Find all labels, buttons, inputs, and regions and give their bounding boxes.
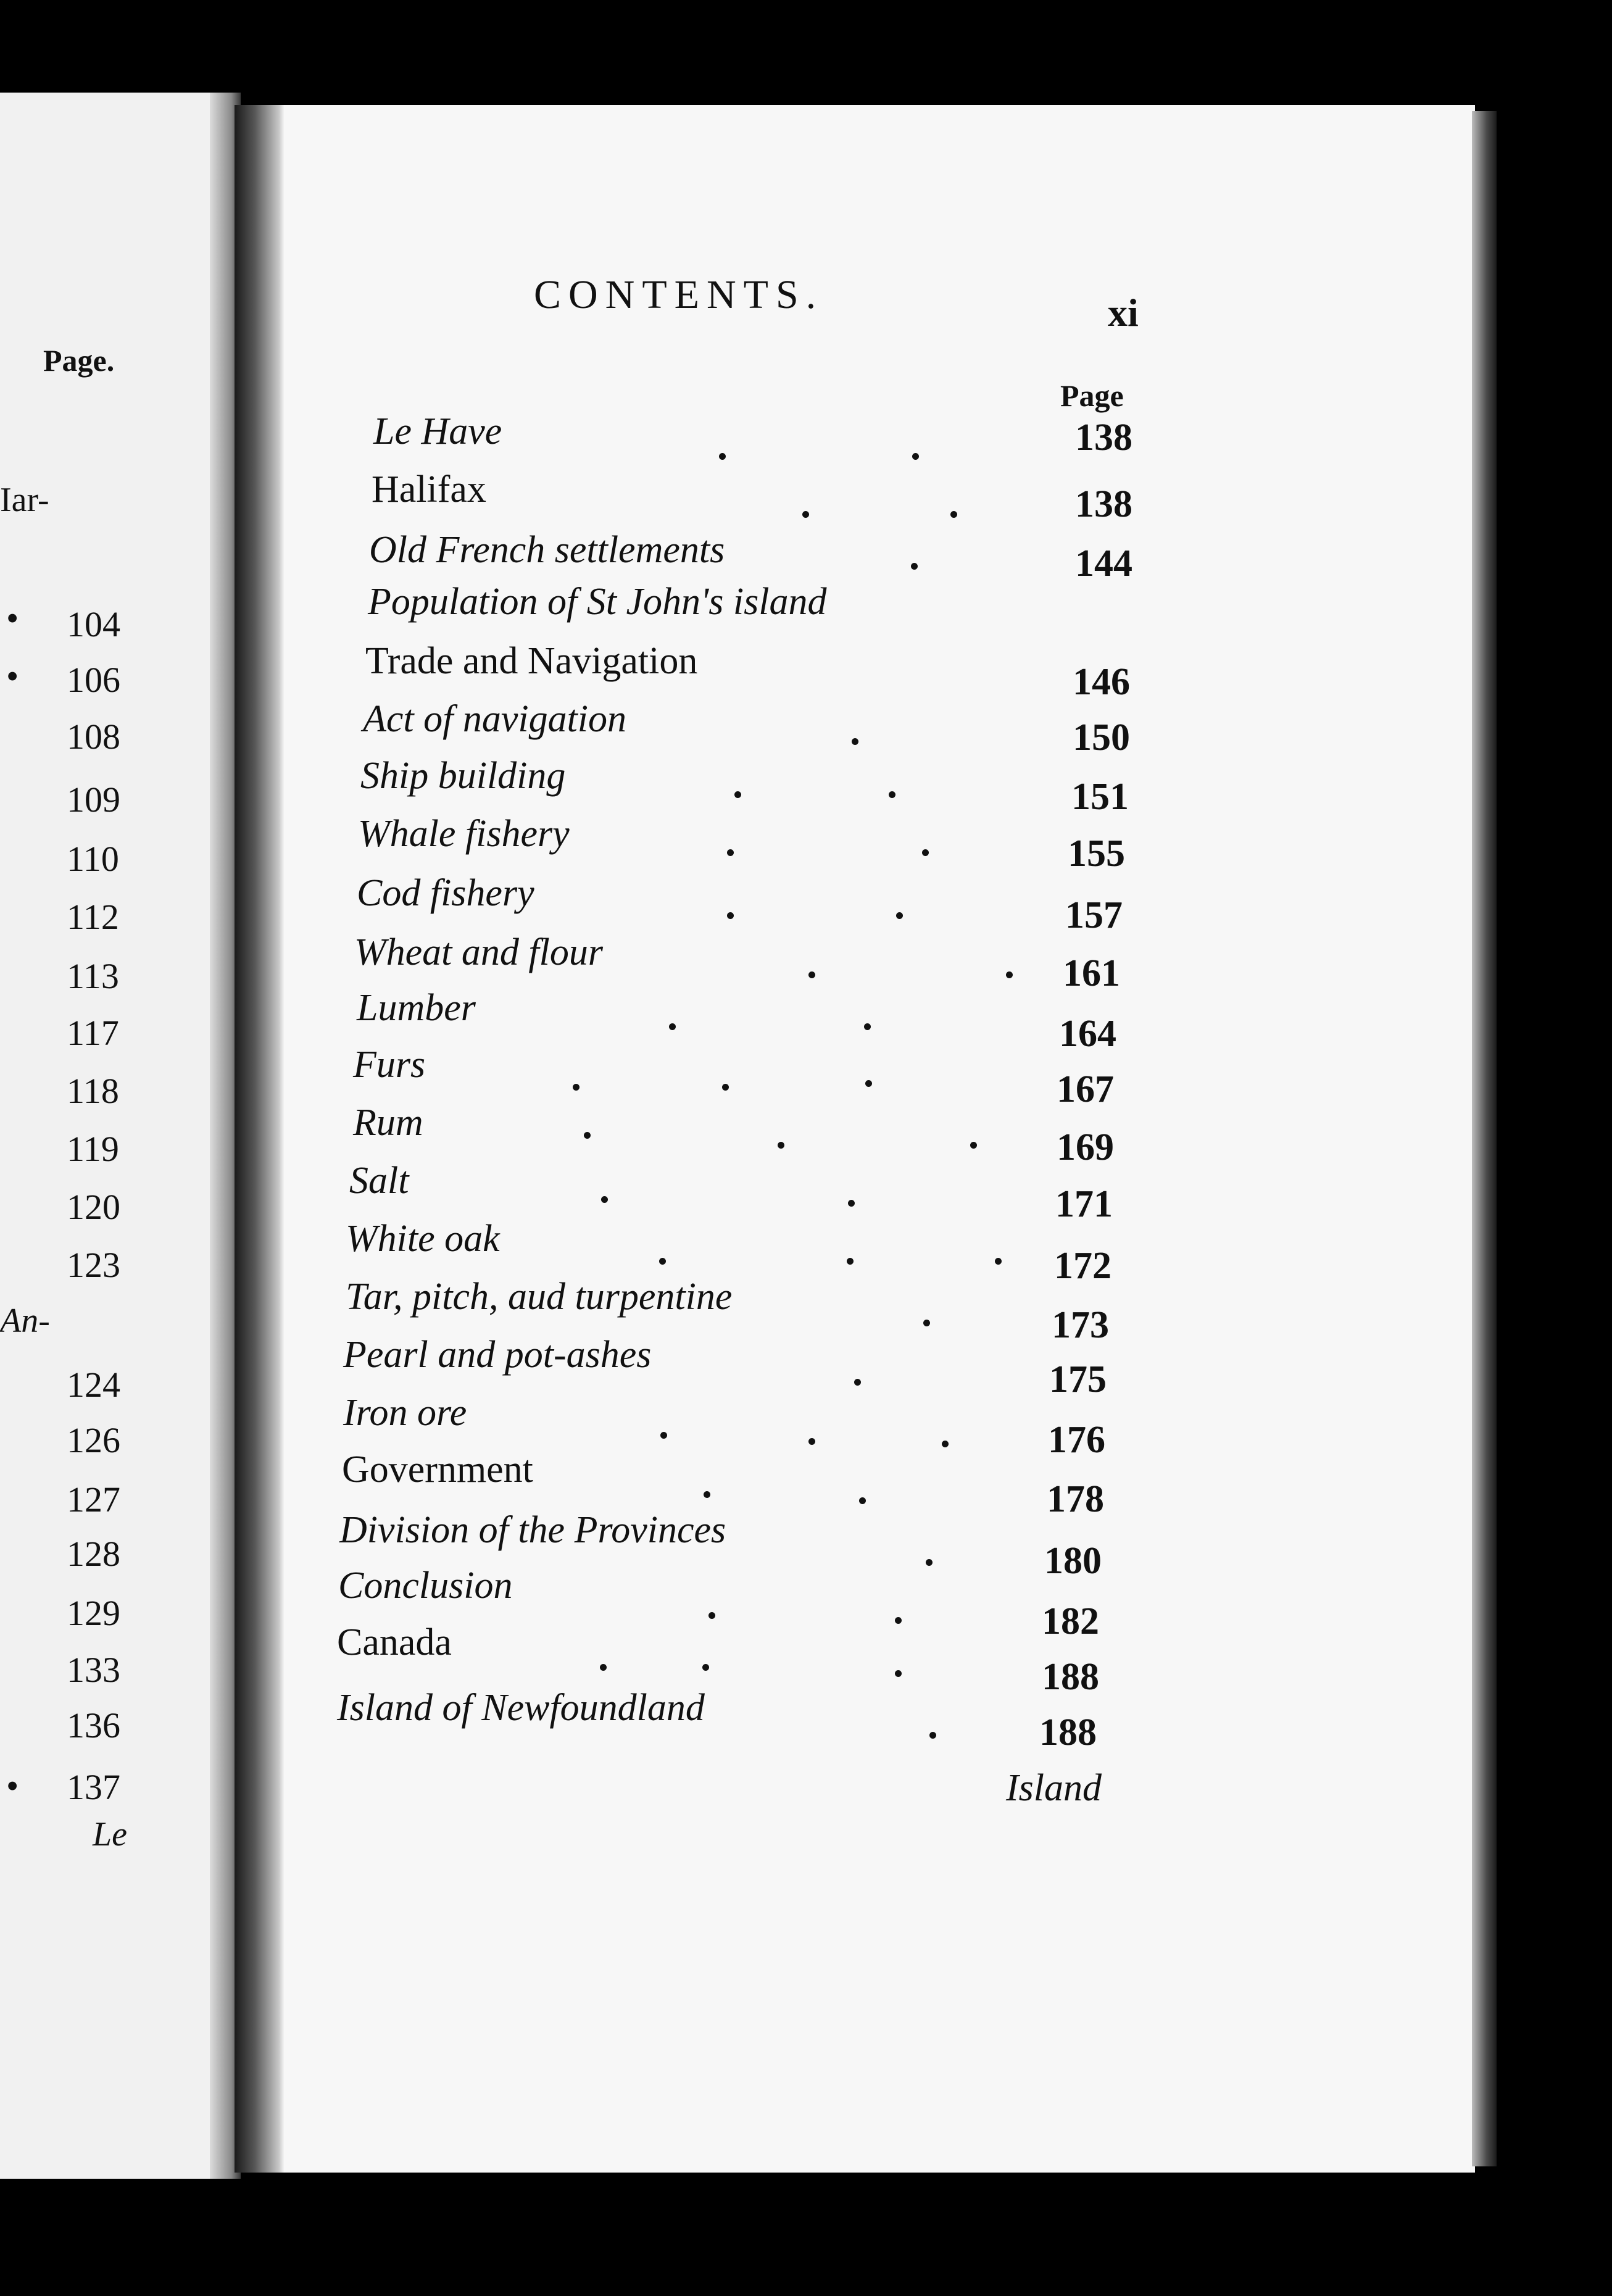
left-page-number: 136	[67, 1705, 120, 1745]
contents-entry	[0, 580, 1612, 636]
left-page-fragment: An-	[0, 1302, 50, 1340]
leader-dot	[727, 912, 734, 919]
leader-dot	[922, 849, 929, 856]
entry-page: 182	[1042, 1600, 1099, 1642]
entry-label: Iron ore	[343, 1392, 467, 1434]
left-page-number: 133	[67, 1650, 120, 1690]
left-page-number: 117	[67, 1013, 119, 1053]
left-page-number: 123	[67, 1245, 120, 1285]
contents-entry	[0, 931, 1612, 994]
left-page-number: 104	[67, 604, 120, 644]
entry-label: White oak	[346, 1218, 500, 1260]
contents-entry	[0, 1043, 1612, 1110]
left-page-number: 127	[67, 1479, 120, 1520]
entry-label: Canada	[337, 1621, 452, 1663]
page-column-header: Page	[1060, 378, 1124, 413]
entry-page: 138	[1075, 417, 1132, 459]
leader-dot	[708, 1612, 715, 1619]
entry-page: 157	[1065, 894, 1123, 936]
leader-dot	[778, 1142, 784, 1149]
entry-page: 164	[1059, 1013, 1116, 1055]
contents-entry	[0, 871, 1612, 936]
leader-dot	[808, 1438, 815, 1445]
left-page-header: Page.	[43, 343, 115, 378]
folio-number: xi	[1108, 291, 1139, 335]
leader-dot	[600, 1664, 607, 1671]
contents-entry	[0, 1101, 1612, 1168]
entry-page: 169	[1057, 1126, 1114, 1168]
entry-page: 178	[1047, 1478, 1104, 1520]
leader-dot	[950, 511, 957, 518]
entry-page: 144	[1075, 543, 1132, 584]
leader-dot	[1006, 971, 1013, 978]
left-page-number: 137	[67, 1767, 120, 1807]
leader-dot	[852, 738, 858, 745]
entry-label: Wheat and flour	[354, 931, 603, 973]
leader-dot	[573, 1084, 580, 1091]
left-page-number: 119	[67, 1129, 119, 1169]
entry-label: Trade and Navigation	[365, 640, 698, 682]
contents-entry	[0, 1333, 1612, 1400]
leader-dot	[719, 453, 726, 460]
entry-page: 161	[1063, 952, 1120, 994]
entry-page: 188	[1039, 1712, 1097, 1753]
leader-dot	[929, 1732, 936, 1739]
contents-entry	[0, 697, 1612, 759]
leader-dot	[659, 1258, 666, 1265]
entry-label: Lumber	[357, 987, 476, 1029]
leader-dot	[601, 1196, 608, 1203]
left-page-number: 118	[67, 1071, 119, 1111]
leader-dot	[942, 1441, 949, 1447]
leader-dot	[896, 912, 903, 919]
leader-dot: •	[6, 656, 19, 696]
leader-dot	[584, 1132, 591, 1139]
leader-dot	[727, 849, 734, 856]
leader-dot	[864, 1023, 871, 1030]
leader-dot	[847, 1258, 854, 1265]
entry-label: Conclusion	[338, 1565, 513, 1607]
entry-label: Population of St John's island	[368, 581, 827, 623]
leader-dot	[722, 1084, 729, 1091]
entry-page: 171	[1055, 1183, 1113, 1225]
leader-dot	[995, 1258, 1002, 1265]
contents-entry	[0, 754, 1612, 818]
contents-entry	[0, 410, 1612, 465]
contents-entry	[0, 1391, 1612, 1461]
entry-page: 188	[1042, 1656, 1099, 1698]
page-title: CONTENTS.	[534, 272, 824, 317]
leader-dot	[702, 1664, 709, 1671]
contents-entry	[0, 1621, 1612, 1698]
leader-dot: •	[6, 1766, 19, 1806]
contents-entry	[0, 1217, 1612, 1287]
entry-label: Tar, pitch, aud turpentine	[346, 1276, 733, 1318]
entry-page: 146	[1073, 661, 1130, 703]
left-page-number: 120	[67, 1187, 120, 1227]
catchword: Island	[1006, 1767, 1102, 1809]
contents-entry	[0, 1448, 1612, 1520]
leader-dot	[660, 1432, 667, 1439]
entry-page: 138	[1075, 483, 1132, 525]
left-page-number: 106	[67, 660, 120, 700]
leader-dot	[970, 1142, 977, 1149]
leader-dot	[923, 1320, 930, 1326]
contents-entry	[0, 1275, 1612, 1346]
entry-label: Whale fishery	[358, 813, 570, 855]
entry-label: Cod fishery	[357, 872, 534, 914]
leader-dot	[889, 791, 895, 798]
leader-dot	[704, 1491, 710, 1498]
contents-entry	[0, 1159, 1612, 1225]
entry-label: Government	[342, 1449, 533, 1491]
left-page-number: 128	[67, 1534, 120, 1574]
contents-entry	[0, 812, 1612, 875]
left-page-number: 113	[67, 956, 119, 996]
leader-dot	[734, 791, 741, 798]
entry-page: 180	[1044, 1540, 1102, 1582]
entry-label: Pearl and pot-ashes	[343, 1334, 652, 1376]
left-page-number: 108	[67, 717, 120, 757]
leader-dot: •	[6, 598, 19, 638]
left-page-number: 126	[67, 1420, 120, 1460]
left-page-number: 109	[67, 780, 120, 820]
entry-label: Island of Newfoundland	[337, 1687, 705, 1729]
entry-page: 167	[1057, 1068, 1114, 1110]
left-page-fragment: Iar-	[0, 481, 49, 519]
leader-dot	[669, 1023, 676, 1030]
contents-entry	[0, 1686, 1612, 1753]
entry-label: Division of the Provinces	[339, 1509, 726, 1551]
leader-dot	[808, 971, 815, 978]
left-page-number: 112	[67, 897, 119, 937]
entry-page: 175	[1049, 1358, 1107, 1400]
entry-label: Le Have	[373, 410, 502, 452]
entry-page: 176	[1048, 1419, 1105, 1461]
entry-page: 173	[1052, 1304, 1109, 1346]
leader-dot	[848, 1200, 855, 1207]
contents-entry	[0, 986, 1612, 1055]
entry-label: Old French settlements	[369, 529, 725, 571]
left-page-number: 129	[67, 1593, 120, 1633]
leader-dot	[895, 1670, 902, 1677]
entry-page: 150	[1073, 717, 1130, 759]
left-page-number: 124	[67, 1365, 120, 1405]
contents-entry	[0, 468, 1612, 523]
entry-page: 151	[1071, 776, 1129, 818]
contents-entry	[0, 1508, 1612, 1582]
entry-page: 155	[1068, 833, 1125, 875]
entry-label: Ship building	[360, 755, 566, 797]
leader-dot	[912, 453, 919, 460]
contents-entry	[0, 639, 1612, 703]
entry-label: Rum	[353, 1102, 423, 1144]
leader-dot	[911, 563, 918, 570]
leader-dot	[854, 1379, 861, 1386]
entry-label: Salt	[349, 1160, 409, 1202]
left-page-fragment: Le	[93, 1815, 127, 1853]
entry-label: Halifax	[372, 468, 486, 510]
entry-label: Furs	[353, 1044, 426, 1086]
contents-entry	[0, 528, 1612, 584]
entry-label: Act of navigation	[363, 698, 627, 740]
leader-dot	[802, 511, 809, 518]
leader-dot	[865, 1080, 872, 1087]
leader-dot	[859, 1497, 866, 1504]
entry-page: 172	[1054, 1245, 1111, 1287]
left-page-number: 110	[67, 839, 119, 879]
